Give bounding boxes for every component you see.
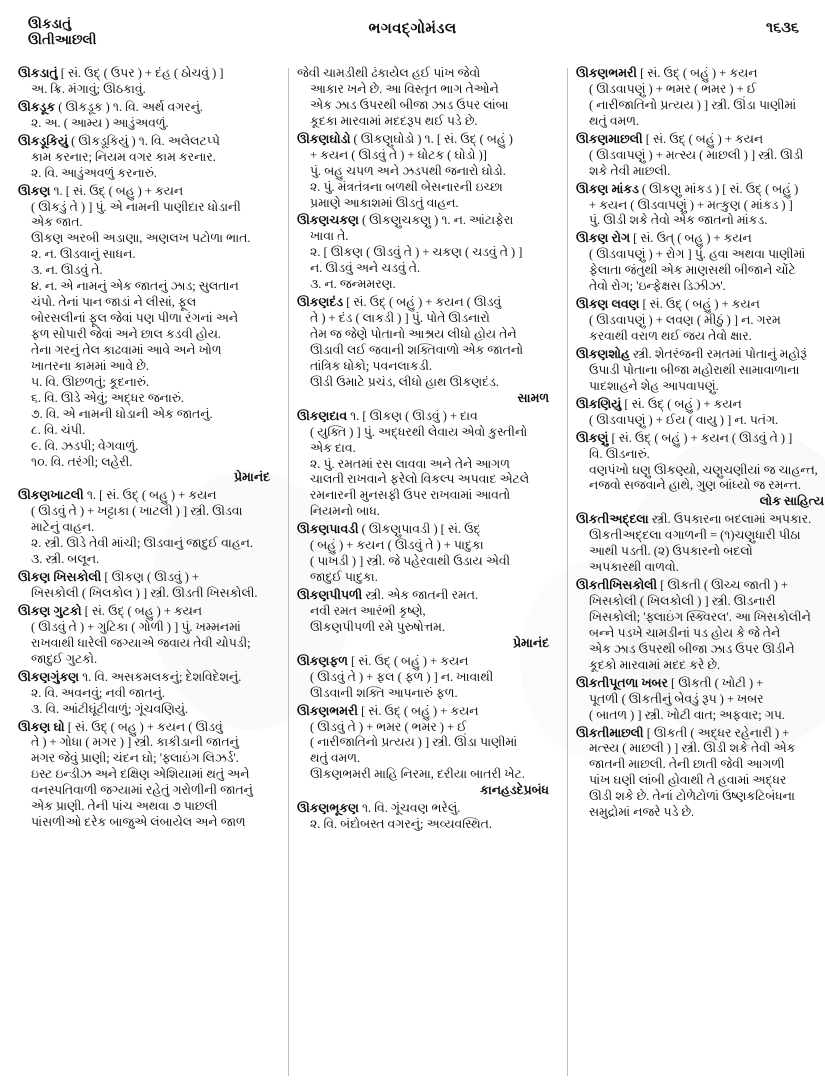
- entry-sense-line: ( નારીજાતિનો પ્રત્યય ) ] સ્ત્રી. ઊંડા પાણીમાં: [589, 97, 797, 112]
- dictionary-entry: [297, 295, 555, 407]
- entry-sense-line: વિ. ઊડનારું.: [589, 446, 650, 461]
- entry-sense-line: ઊડી શકે છે. તેનાં ટોળેટોળાં ઉષ્ણકટિબંધના: [589, 789, 795, 804]
- entry-sense-line: ( ઊડવાપણું ) + ઈય ( વાયુ ) ] ન. પતંગ.: [589, 412, 779, 427]
- entry-headword: ઊકણફળ: [297, 653, 348, 668]
- entry-headword-line: ઊકતીઅદ્દલા સ્ત્રી. ઉપકારના બદલામાં અપકાર.: [576, 512, 812, 527]
- entry-sense-line: તેમ જ જેણે પોતાનો આશ્રય લીધો હોય તેને: [310, 327, 517, 341]
- book-title: ભગવદ્‌ગોમંડલ: [368, 21, 457, 37]
- entry-sense-line: ૨. વિ. બંદોબસ્ત વગરનું; અવ્યવસ્થિત.: [310, 817, 492, 832]
- entry-headword-line: ઊકણપાવડી ( ઊકણુપાવડી ) [ સં. ઉદ્: [297, 522, 481, 537]
- entry-headword-line: ઊકણ રોગ [ સં. ઉત્ ( બહુ ) + કયન: [576, 231, 752, 246]
- entry-sense-line: જાદુઈ ગુટકો.: [31, 651, 98, 666]
- entry-sense-line: રાખવાથી ધારેલી જગ્યાએ જવાય તેવી ચોપડી;: [31, 635, 251, 650]
- entry-sense-line: પું. ઊડી શકે તેવો એક જાતનો માંકડ.: [589, 213, 768, 228]
- entry-headword: ઊકડૂક: [18, 99, 56, 114]
- entry-headword: ઊકણપાવડી: [297, 522, 359, 537]
- entry-sense-line: અપકારથી વાળવો.: [589, 560, 679, 575]
- entry-sense-line: મત્સ્ય ( માછલી ) ] સ્ત્રી. ઊડી શકે તેવી એક: [589, 741, 796, 756]
- entry-sense-line: એક જાત.: [31, 215, 83, 230]
- entry-headword-line: ઊકડૂકિયું ( ઊકડૂકિયું ) ૧. વિ. અલેલટપ્પે: [18, 133, 220, 148]
- dictionary-entry: [297, 522, 555, 586]
- entry-headword: ઊકણશોહ: [576, 346, 630, 361]
- column-2: [297, 66, 559, 835]
- entry-sense-line: ઊકતીઅદ્દલા વગાળની = (૧)ચણુધારી પીઠા: [589, 528, 801, 543]
- entry-headword: ઊકણભૂકણ: [297, 801, 359, 816]
- entry-headword: ઊકણભમરી: [576, 66, 637, 80]
- entry-sense-line: એક દાવ.: [310, 440, 356, 455]
- dictionary-entry: [576, 431, 825, 511]
- dictionary-entry: [18, 66, 276, 98]
- entry-sense-line: કામ કરનાર; નિયમ વગર કામ કરનાર.: [31, 149, 216, 164]
- entry-sense-line: રમનારની મુનસફી ઉપર રાખવામાં આવતો: [310, 488, 511, 503]
- entry-headword: ઊકણ માંકડ: [576, 181, 639, 196]
- entry-headword-line: ઊકણમાછલી [ સં. ઉદ્ ( બહું ) + કયન: [576, 131, 764, 146]
- entry-headword-line: ઊકણભૂકણ ૧. વિ. ગૂંચવણ ભરેલું.: [297, 801, 461, 816]
- citation-author: પ્રેમાનંદ: [234, 470, 270, 485]
- dictionary-entry: [18, 488, 276, 568]
- running-head-last-entry: ઊતીઆછલી: [28, 32, 97, 48]
- entry-sense-line: ઊડાવી લઈ જવાની શક્તિવાળો એક જાતનો: [310, 342, 524, 357]
- entry-sense-line: ખાતરના કામમાં આવે છે.: [31, 358, 149, 373]
- entry-sense-line: ખાવા તે.: [310, 229, 349, 244]
- entry-headword-line: ઊકડૂક ( ઊકડૂક ) ૧. વિ. અર્થ વગરનું.: [18, 99, 204, 114]
- entry-sense-line: પું. બહુ ચપળ અને ઝડપથી જનારો ઘોડો.: [310, 163, 506, 178]
- entry-headword-line: ઊકણ ૧. [ સં. ઉદ્ ( બહુ ) + કયન: [18, 183, 184, 198]
- entry-sense-line: ખિસકોલી ( ખિલકોલ ) ] સ્ત્રી. ઊડતી ખિસકોલી.: [31, 586, 258, 600]
- page-number: ૧૬૩૬: [765, 20, 799, 36]
- entry-sense-line: ૨. ન. ઊડવાનું સાધન.: [31, 247, 136, 262]
- entry-sense-line: વનસ્પતિવાળી જગ્યામાં રહેતું ગરોળીની જાતનું: [31, 783, 253, 798]
- entry-sense-line: એક ઝાડ ઉપરથી બીજા ઝાડ ઉપર ઊડીને: [589, 641, 795, 656]
- citation-author: સામળ: [517, 390, 549, 405]
- entry-sense-line: તે ) + ગોધા ( મગર ) ] સ્ત્રી. કાકીડાની જાતનું: [31, 735, 239, 750]
- entry-sense-line: ( ઊડવું તે ) + ગુટિકા ( ગોળી ) ] પું. ખમ્મનમાં: [31, 619, 241, 634]
- entry-sense-line: એક ઝાડ ઉપરથી બીજા ઝાડ ઉપર લાંબા: [310, 97, 509, 112]
- dictionary-entry: [18, 720, 276, 832]
- columns-container: [18, 66, 824, 1076]
- entry-headword-line: ઊકણભમરી [ સં. ઉદ્ ( બહું ) + કયન: [576, 66, 758, 80]
- entry-sense-line: ચંપો. તેનાં પાન જાડાં ને લીસાં, ફૂલ: [31, 295, 197, 310]
- entry-sense-line: ૯. વિ. ઝડપી; વેગવાળું.: [31, 438, 139, 453]
- entry-sense-line: + કયન ( ઊડવું તે ) + ધોટક ( ઘોડો )]: [310, 147, 487, 162]
- entry-headword: ઊકણું: [576, 430, 609, 445]
- entry-sense-line: ૭. વિ. એ નામની ધોડાની એક જાતનું.: [31, 406, 213, 421]
- entry-headword-line: ઊકણખાટલી ૧. [ સં. ઉદ્ ( બહુ ) + કયન: [18, 488, 217, 503]
- entry-sense-line: ૨. [ ઊકણ ( ઊડવું તે ) + ચકણ ( ચડવું તે ) ]: [310, 245, 523, 260]
- entry-sense-line: ૩. ન. જન્મમરણ.: [310, 277, 396, 292]
- entry-sense-line: બોરસલીનાં ફૂલ જેવાં પણ પીળા રંગનાં અને: [31, 311, 239, 326]
- entry-sense-line: ઊકણપીપળી રમે પુરુષોત્તમ.: [310, 619, 446, 634]
- dictionary-entry: [297, 801, 555, 833]
- dictionary-entry: [576, 231, 825, 295]
- entry-headword: ઊકણભમરી: [297, 703, 358, 718]
- dictionary-entry: [576, 132, 825, 180]
- entry-sense-line: ઊકણભમરી માહિ નિરમા, દરીયા બાતરી ખેટ.: [310, 767, 525, 782]
- entry-headword-line: ઊકણિયું [ સં. ઉદ્ ( બહું ) + કયન: [576, 396, 742, 411]
- dictionary-entry: [18, 570, 276, 602]
- column-divider-1: [288, 68, 289, 1076]
- dictionary-entry: [297, 132, 555, 212]
- entry-sense-line: પાંસળીઓ દરેક બાજુએ લંબાયેલ અને જાળ: [31, 815, 246, 830]
- entry-sense-line: નિયમનો બાધ.: [310, 504, 380, 519]
- entry-headword: ઊકતીપૂતળા ખબર: [576, 675, 668, 690]
- entry-headword: ઊકણદાવ: [297, 408, 348, 423]
- entry-headword: ઊકડાતું: [18, 66, 58, 80]
- entry-headword: ઊકણ: [18, 183, 51, 198]
- entry-sense-line: થતું વમળ.: [310, 751, 361, 766]
- entry-sense-line: ( પાખડી ) ] સ્ત્રી. જે પહેરવાથી ઉડાય એવી: [310, 554, 511, 569]
- entry-headword: ઊકણિયું: [576, 396, 622, 411]
- entry-headword-line: ઊકતીખિસકોલી [ ઊકતી ( ઊચ્ચ જાતી ) +: [576, 578, 788, 593]
- entry-sense-line: ઊડવાની શક્તિ આપનારું ફળ.: [310, 685, 458, 700]
- entry-headword-line: જેવી ચામડીથી ઢંકાયેલ હઈ પાંખ જેવો: [297, 66, 481, 80]
- entry-sense-line: ૬. વિ. ઊડે એવું; અદ્ધર જનારું.: [31, 390, 184, 405]
- entry-headword-line: ઊકણ માંકડ ( ઊકણુ માંકડ ) [ સં. ઉદ્ ( બહું ): [576, 181, 799, 196]
- entry-headword: ઊકણઘોડો: [297, 131, 351, 146]
- entry-headword-line: ઊકણ લવણ [ સં. ઉદ્ ( બહું ) + કયન: [576, 297, 760, 312]
- dictionary-entry: [297, 654, 555, 702]
- citation-author: લોક સાહિત્ય: [759, 494, 824, 509]
- entry-sense-line: તાંત્રિક ધોકો; પવનલાકડી.: [310, 358, 433, 373]
- entry-sense-line: ઊડી ઉમાટે પ્રચંડ, લીધો હાથ ઊકણદંડ.: [310, 374, 499, 389]
- entry-headword-line: ઊકણદાવ ૧. [ ઊકણ ( ઊડવું ) + દાવ: [297, 408, 478, 423]
- entry-sense-line: ( ઊડવું તે ) + ફલ ( ફળ ) ] ન. ખાવાથી: [310, 669, 494, 684]
- entry-sense-line: વણપંખો ઘણુ ઊકણ્યો, ચણુચણીયાં જ ચાહન્ત,: [589, 462, 818, 477]
- citation-author: પ્રેમાનંદ: [513, 635, 549, 650]
- entry-headword: ઊકણ ઘો: [18, 719, 65, 734]
- entry-sense-line: પૂતળી ( ઊકતીનું બેવડું રૂપ ) + ખબર: [589, 691, 764, 706]
- citation-author: કાનહડદેપ્રબંધ: [480, 783, 549, 798]
- entry-headword: ઊકણ રોગ: [576, 231, 631, 246]
- dictionary-entry: [18, 604, 276, 668]
- column-1: [18, 66, 280, 833]
- entry-sense-line: ( ઊડવું તે ) + ખટ્ટાકા ( ખાટલી ) ] સ્ત્રી. ઊડવા: [31, 504, 243, 519]
- entry-headword-line: ઊકણ ખિસકોલી [ ઊકણ ( ઊડવું ) +: [18, 570, 199, 585]
- entry-sense-line: તેના ગરનું તેલ કાઢવામાં આવે અને ખોળ: [31, 342, 222, 357]
- entry-sense-line: ખિસકોલી ( ખિલકોલી ) ] સ્ત્રી. ઊડનારી: [589, 594, 776, 608]
- entry-sense-line: શકે તેવી માછલી.: [589, 163, 671, 178]
- entry-headword: ઊકણ ગુટકો: [18, 603, 82, 618]
- entry-sense-line: કરવાથી વરાળ થઈ જય તેવો ક્ષાર.: [589, 329, 752, 343]
- entry-sense-line: ઊકણ અરબી અડાણા, અણલખ પટોળા ભાત.: [31, 231, 251, 246]
- entry-sense-line: ૨. પું. મંત્રતંત્રના બળથી બેસનારની ઇચ્છા: [310, 179, 503, 194]
- entry-headword-line: ઊકણચકણ ( ઊકણુચકણુ ) ૧. ન. આંટાફેરા: [297, 213, 514, 228]
- entry-sense-line: એક પ્રાણી. તેની પાંચ અથવા ૭ પાછલી: [31, 799, 218, 814]
- dictionary-entry: [18, 100, 276, 132]
- dictionary-entry: [576, 66, 825, 130]
- entry-sense-line: ( ઊડવાપણું ) + ભમર ( ભમર ) + ઈ: [589, 81, 757, 96]
- running-head: [18, 16, 807, 66]
- entry-sense-line: ઇસ્ટ ઇન્ડીઝ અને દક્ષિણ એશિયામાં થતું અને: [31, 767, 250, 782]
- entry-sense-line: બન્ને પડખે ચામડીનાં પડ હોય કે જે તેને: [589, 625, 781, 640]
- entry-sense-line: થતું વમળ.: [589, 113, 640, 128]
- entry-sense-line: ( યુક્તિ ) ] પું. અદ્ધરથી લેવાય એવો કુસ્તીનો: [310, 424, 528, 439]
- entry-headword: ઊકણ લવણ: [576, 297, 640, 312]
- entry-sense-line: ઉપાડી પોતાના બીજા મહોરાથી સામાવાળાના: [589, 362, 800, 377]
- entry-sense-line: મગર જેવું પ્રાણી; ચંદન ઘો; 'ફ્લાઇંગ લિઝર્ડ'.: [31, 751, 239, 766]
- dictionary-entry: [576, 182, 825, 230]
- entry-headword: ઊકતીમાછલી: [576, 725, 644, 740]
- entry-sense-line: ન. ઊડવું અને ચડવું તે.: [310, 261, 421, 276]
- entry-headword: ઊકતીખિસકોલી: [576, 578, 658, 593]
- entry-headword-line: ઊકણઘોડો ( ઊકણુઘોડો ) ૧. [ સં. ઉદ્ ( બહું ): [297, 131, 513, 146]
- entry-sense-line: કૂદકા મારવામાં મદદરૂપ થઈ પડે છે.: [310, 113, 478, 128]
- dictionary-entry: [18, 184, 276, 487]
- entry-sense-line: સમુદ્રોમાં નજરે પડે છે.: [589, 805, 695, 820]
- entry-headword: ઊકણચકણ: [297, 213, 359, 228]
- entry-sense-line: + કયન ( ઊડવાપણું ) + મત્કુણ ( માંકડ ) ]: [589, 197, 793, 212]
- entry-sense-line: ( ઊડવાપણું ) + રોગ ] પું. હવા અથવા પાણીમાં: [589, 247, 806, 262]
- entry-headword: ઊકણખાટલી: [18, 488, 84, 503]
- entry-sense-line: કૂદકો મારવામાં મદદ કરે છે.: [589, 657, 721, 672]
- entry-sense-line: ૨. અ. ( આમ્ય ) આડુંઅવળું.: [31, 115, 169, 130]
- entry-sense-line: ૩. ન. ઊડવું તે.: [31, 263, 103, 278]
- entry-sense-line: ફેલાતા જંતુથી એક માણસથી બીજાને ચોંટે: [589, 263, 796, 278]
- entry-sense-line: ૨. વિ. આડુંઅવળું કરનારું.: [31, 165, 157, 180]
- entry-headword-line: ઊકણશોહ સ્ત્રી. શેતરંજની રમતમાં પોતાનું મહોરૂં: [576, 346, 807, 361]
- entry-sense-line: જાદુઈ પાદુકા.: [310, 570, 378, 585]
- entry-sense-line: પાદશાહને શેહ આપવાપણું.: [589, 378, 719, 393]
- entry-sense-line: ૪. ન. એ નામનું એક જાતનું ઝાડ; સુલતાન: [31, 279, 239, 294]
- dictionary-entry: [576, 297, 825, 345]
- dictionary-entry: [297, 213, 555, 293]
- entry-sense-line: નવી રમત આરંભી કૃષ્ણે,: [310, 603, 426, 618]
- entry-headword-line: ઊકણદંડ [ સં. ઉદ્ ( બહું ) + કયન ( ઊડવું: [297, 295, 502, 310]
- entry-sense-line: ૩. સ્ત્રી. બલૂન.: [31, 552, 100, 567]
- column-divider-2: [567, 68, 568, 1076]
- entry-sense-line: તે ) + દંડ ( લાકડી ) ] પું. પોતે ઊડનારો: [310, 311, 490, 326]
- entry-sense-line: ( બાતળ ) ] સ્ત્રી. ખોટી વાત; અફવાર; ગપ.: [589, 707, 786, 722]
- entry-sense-line: ( ઊડવું તે ) + ભમર ( ભમર ) + ઈ: [310, 719, 467, 734]
- dictionary-entry: [18, 670, 276, 718]
- entry-sense-line: જાતની માછલી. તેની છાતી જેવી આગળી: [589, 757, 785, 772]
- dictionary-entry: [297, 66, 555, 130]
- entry-headword-line: ઊકતીપૂતળા ખબર [ ઊકતી ( ખોટી ) +: [576, 675, 764, 690]
- entry-sense-line: પ્રમાણે આકાશમાં ઊડતું વાહન.: [310, 195, 459, 210]
- entry-headword: ઊકણદંડ: [297, 295, 344, 310]
- entry-headword-line: ઊકણભમરી [ સં. ઉદ્ ( બહું ) + કયન: [297, 703, 479, 718]
- dictionary-entry: [297, 704, 555, 800]
- dictionary-entry: [576, 347, 825, 395]
- column-3: [576, 66, 825, 823]
- entry-headword: ઊકણપીપળી: [297, 588, 363, 602]
- entry-sense-line: ( નારીજાતિનો પ્રત્યય ) ] સ્ત્રી. ઊંડા પાણીમાં: [310, 735, 518, 750]
- entry-headword: ઊકણમાછલી: [576, 131, 643, 146]
- entry-headword-line: ઊકણ ગુટકો [ સં. ઉદ્ ( બહુ ) + કયન: [18, 603, 203, 618]
- entry-sense-line: ૨. સ્ત્રી. ઊડે તેવી માંચી; ઊડવાનું જાદુઈ વાહન.: [31, 536, 253, 551]
- dictionary-entry: [18, 134, 276, 182]
- entry-sense-line: ( બહું ) + કયન ( ઊડવું તે ) + પાદુકા: [310, 538, 484, 553]
- entry-headword-line: ઊકણ ઘો [ સં. ઉદ્ ( બહુ ) + કયન ( ઊડવું: [18, 719, 223, 734]
- entry-headword-line: ઊકણફળ [ સં. ઉદ્ ( બહું ) + કયન: [297, 653, 469, 668]
- entry-sense-line: આકાર ખને છે. આ વિસ્તૃત ભાગ તેઓને: [310, 81, 499, 96]
- entry-sense-line: ૫. વિ. ઊછળતું; કૂદનારું.: [31, 374, 149, 389]
- dictionary-entry: [576, 676, 825, 724]
- entry-sense-line: ( ઊડવાપણું ) + લવણ ( મીઠું ) ] ન. ગરમ: [589, 313, 781, 328]
- entry-sense-line: નજવો સજવાને હાથે, ગુણ બાંધ્યો જ રમન્ત.: [589, 478, 801, 493]
- entry-sense-line: ખિસકોલી; 'ફ્લાઇંગ સ્ક્વિરલ'. આ ખિસકોલીને: [589, 609, 811, 624]
- entry-headword-line: ઊકડાતું [ સં. ઉદ્ ( ઉપર ) + દંહ ( ઠોચવું ) ]: [18, 66, 224, 80]
- entry-sense-line: તેવો રોગ; 'ઇન્ફેક્ષસ ડિઝીઝ'.: [589, 279, 726, 294]
- entry-sense-line: ચાલતી રાખવાને ફરેલો વિકલ્પ અપવાદ એટલે: [310, 472, 530, 487]
- entry-sense-line: ( ઊકડું તે ) ] પું. એ નામની પાણીદાર ધોડાની: [31, 199, 241, 214]
- entry-sense-line: આથી પડતી. (૨) ઉપકારનો બદલો: [589, 544, 753, 559]
- entry-sense-line: ફળ સોપારી જેવાં અને છાલ કડવી હોય.: [31, 327, 221, 341]
- entry-sense-line: ૨. વિ. અવનવું; નવી જાતનું.: [31, 685, 165, 700]
- dictionary-entry: [576, 397, 825, 429]
- entry-sense-line: પાંખ ઘણી લાંબી હોવાથી તે હવામાં અદ્ધર: [589, 773, 787, 788]
- entry-sense-line: અ. ક્રિ. મંગાવું; ઊઠકાવું.: [31, 81, 146, 96]
- entry-headword-line: ઊકણું [ સં. ઉદ્ ( બહું ) + કયન ( ઊડવું તે ) ]: [576, 430, 793, 445]
- entry-sense-line: ૮. વિ. ચંપી.: [31, 422, 86, 437]
- entry-headword-line: ઊકતીમાછલી [ ઊકતી ( અદ્ધર રહેનારી ) +: [576, 725, 790, 740]
- running-head-first-entry: ઊકડાતું: [28, 16, 72, 31]
- entry-headword: ઊકડૂકિયું: [18, 133, 69, 148]
- entry-headword: ઊકણ ખિસકોલી: [18, 570, 102, 585]
- entry-headword-line: ઊકણપીપળી સ્ત્રી. એક જાતની રમત.: [297, 588, 479, 602]
- entry-sense-line: ૨. પું. રમતમાં રસ લાવવા અને તેને આગળ: [310, 456, 510, 471]
- dictionary-entry: [576, 578, 825, 674]
- entry-headword: ઊકતીઅદ્દલા: [576, 512, 649, 527]
- entry-sense-line: ૧૦. વિ. તરંગી; લહેરી.: [31, 454, 133, 469]
- dictionary-entry: [297, 588, 555, 652]
- entry-headword-line: ઊકણગુંકણ ૧. વિ. અસકમલકનું; દેશવિદેશનું.: [18, 669, 242, 684]
- entry-sense-line: ( ઊડવાપણું ) + મત્સ્ય ( માછલી ) ] સ્ત્રી. ઊડી: [589, 147, 804, 162]
- dictionary-entry: [576, 512, 825, 576]
- entry-headword: ઊકણગુંકણ: [18, 669, 79, 684]
- entry-sense-line: માટેનું વાહન.: [31, 520, 95, 535]
- dictionary-entry: [576, 726, 825, 822]
- dictionary-entry: [297, 409, 555, 521]
- entry-sense-line: ૩. વિ. આંટીઘૂંટીવાળું; ગૂંચવણિયું.: [31, 701, 189, 716]
